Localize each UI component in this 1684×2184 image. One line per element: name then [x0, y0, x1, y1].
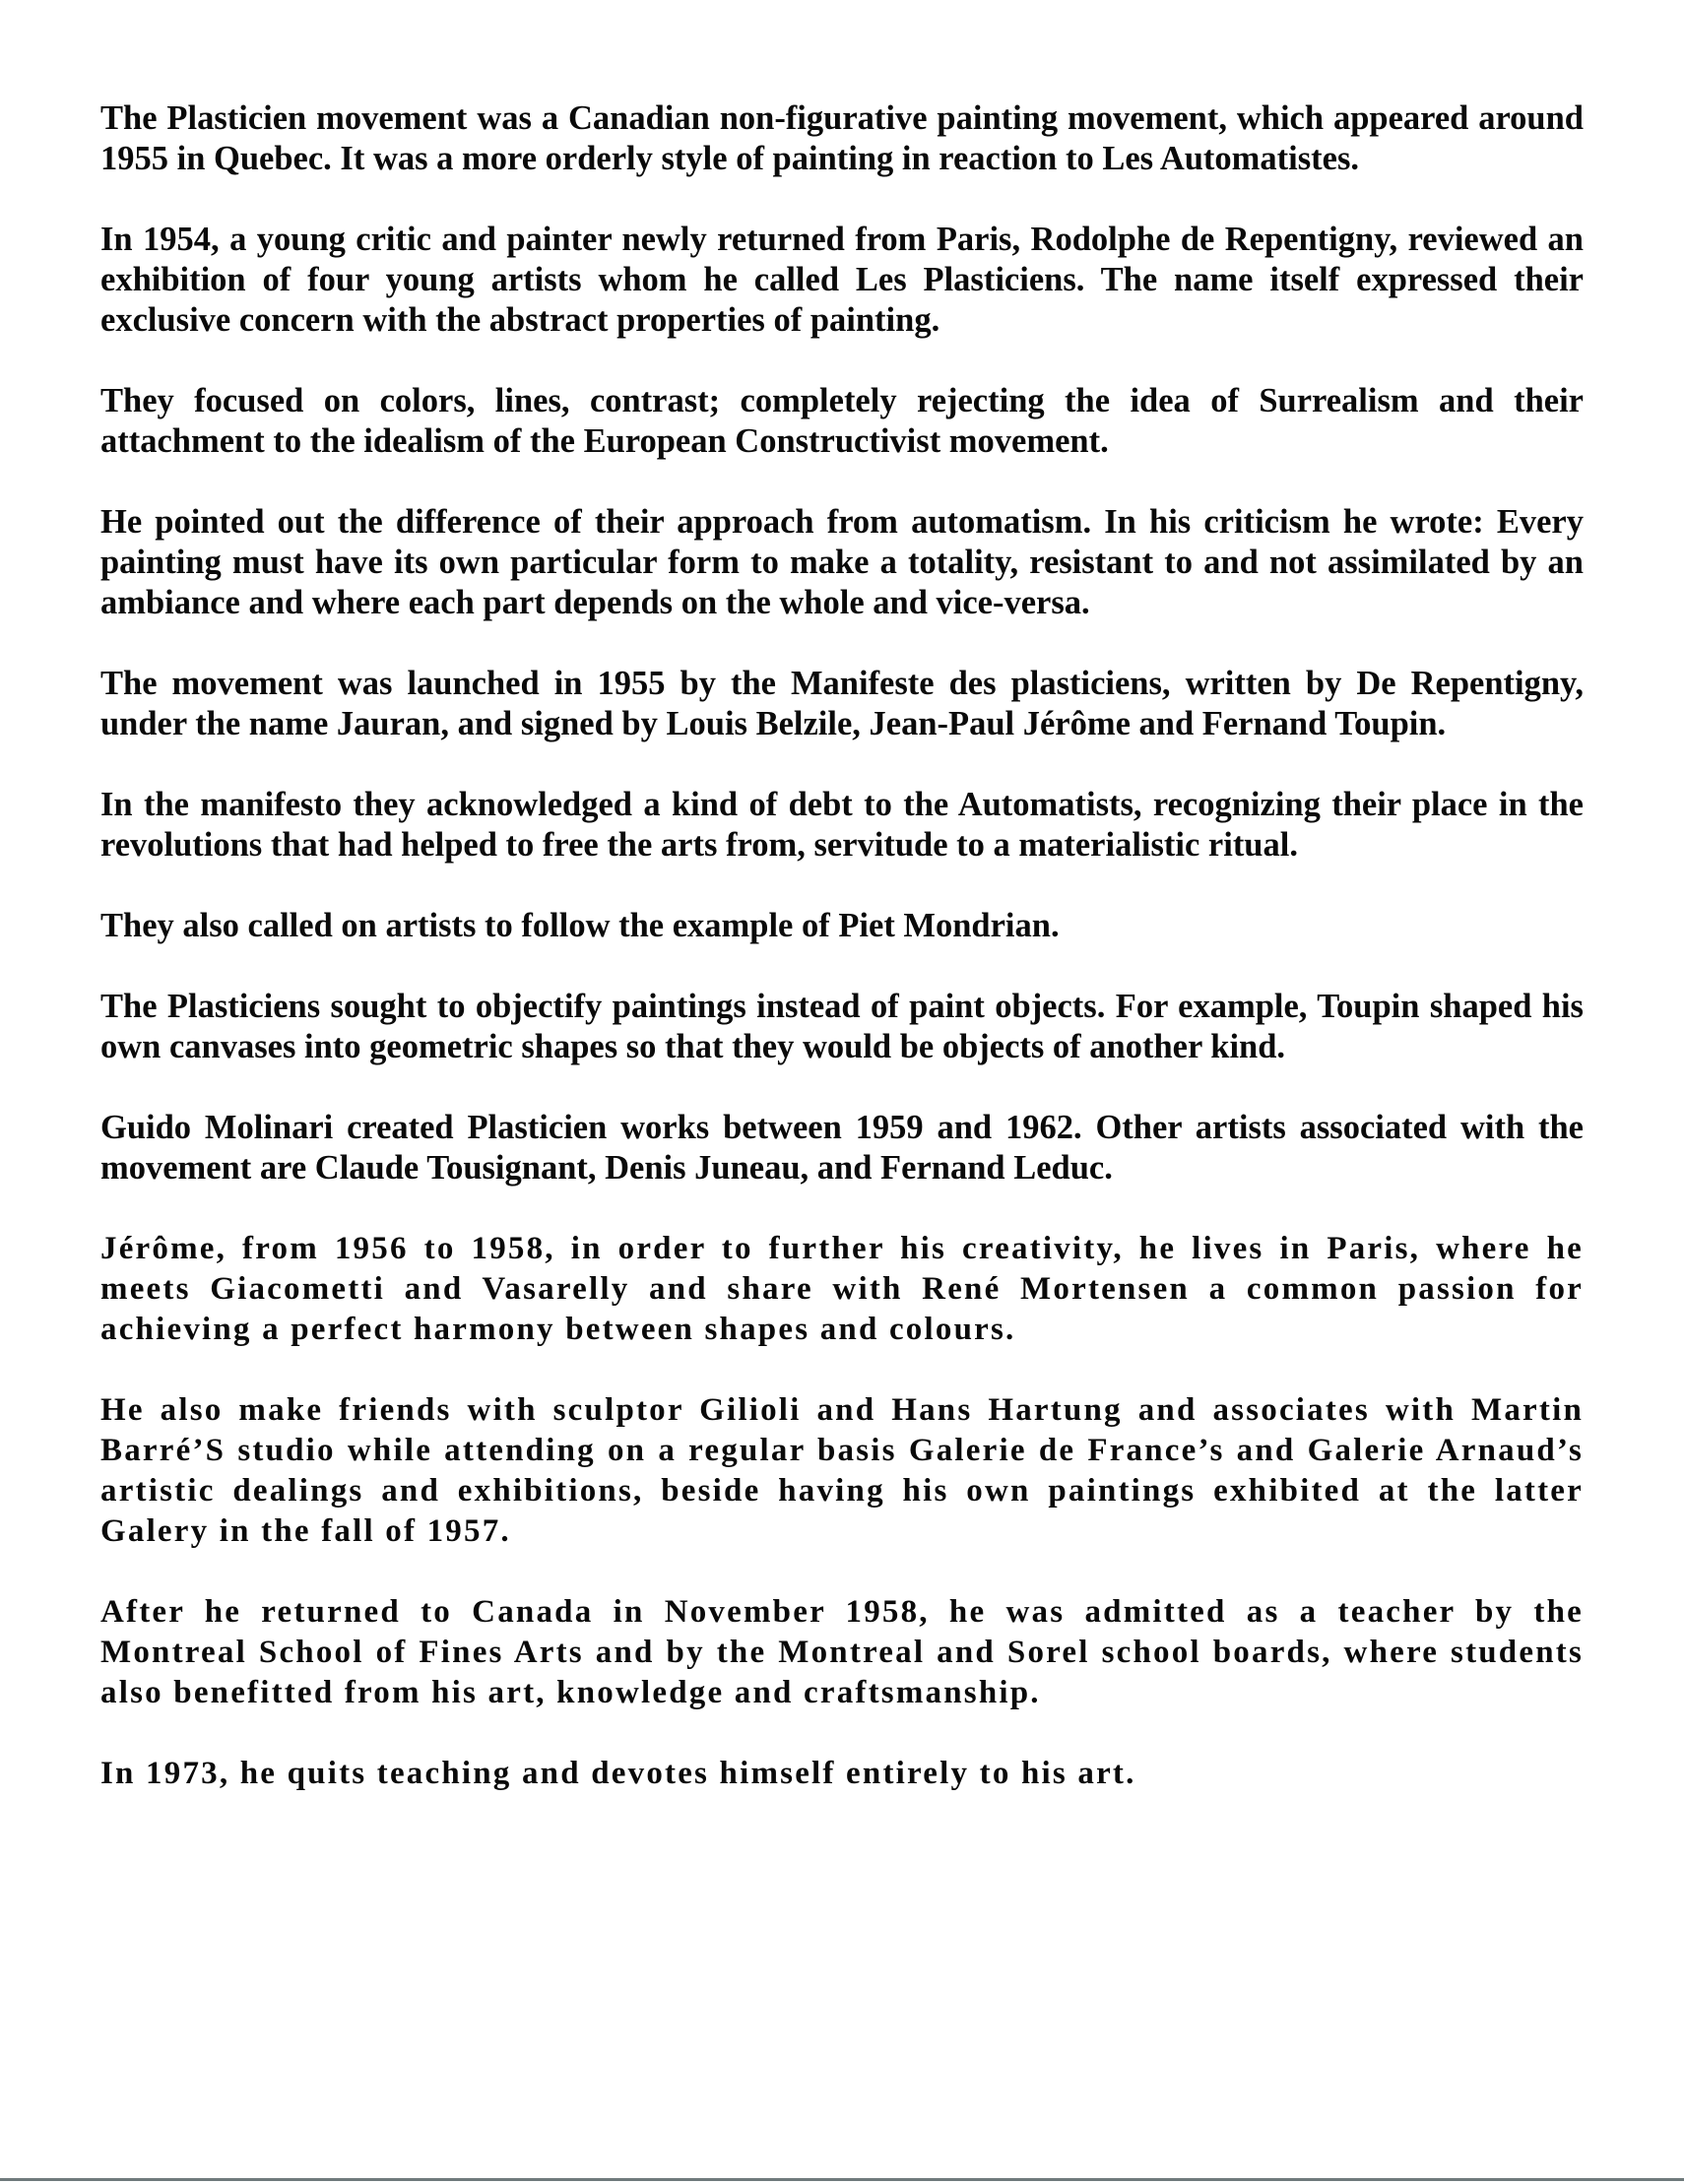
- paragraph-mondrian: They also called on artists to follow the example of Piet Mondrian.: [100, 907, 1060, 944]
- paragraph-friends-galleries: He also make friends with sculptor Gilioli and Hans Hartung and associates with Martin Barré’S studio while attending on a regular basis Galerie de France’s and Galerie Arnaud’s artistic dealings and exhibitions, beside having his own paintings exhibited at the latter Galery in the fall of 1957.: [100, 1392, 1584, 1549]
- paragraph-manifesto-debt: In the manifesto they acknowledged a kind of debt to the Automatists, recognizing their place in the revolutions that had helped to free the arts from, servitude to a materialistic ritual.: [100, 786, 1584, 864]
- paragraph-return-canada: After he returned to Canada in November 1958, he was admitted as a teacher by the Montreal School of Fines Arts and by the Montreal and Sorel school boards, where students also benefitted from his art, knowledge and craftsmanship.: [100, 1594, 1584, 1710]
- paragraph-jerome-paris: Jérôme, from 1956 to 1958, in order to further his creativity, he lives in Paris, where he meets Giacometti and Vasarelly and share with René Mortensen a common passion for achieving a perfect harmony between shapes and colours.: [100, 1231, 1584, 1347]
- paragraph-plasticien-intro: The Plasticien movement was a Canadian non-figurative painting movement, which appeared around 1955 in Quebec. It was a more orderly style of painting in reaction to Les Automatistes.: [100, 99, 1584, 177]
- paragraph-focus-colors-lines: They focused on colors, lines, contrast; completely rejecting the idea of Surrealism and their attachment to the idealism of the European Constructivist movement.: [100, 382, 1584, 460]
- paragraph-repentigny-1954: In 1954, a young critic and painter newly returned from Paris, Rodolphe de Repentigny, reviewed an exhibition of four young artists whom he called Les Plasticiens. The name itself expressed their exclusive concern with the abstract properties of painting.: [100, 221, 1584, 339]
- paragraph-objectify-paintings: The Plasticiens sought to objectify paintings instead of paint objects. For example, Toupin shaped his own canvases into geometric shapes so that they would be objects of another kind.: [100, 988, 1584, 1065]
- paragraph-1973-quits-teaching: In 1973, he quits teaching and devotes himself entirely to his art.: [100, 1756, 1136, 1791]
- paragraph-manifeste-launch: The movement was launched in 1955 by the Manifeste des plasticiens, written by De Repentigny, under the name Jauran, and signed by Louis Belzile, Jean-Paul Jérôme and Fernand Toupin.: [100, 665, 1584, 742]
- paragraph-difference-automatism: He pointed out the difference of their approach from automatism. In his criticism he wrote: Every painting must have its own particular form to make a totality, resistant to and not assimilated by an ambiance and where each part depends on the whole and vice-versa.: [100, 503, 1584, 621]
- paragraph-molinari: Guido Molinari created Plasticien works between 1959 and 1962. Other artists associated with the movement are Claude Tousignant, Denis Juneau, and Fernand Leduc.: [100, 1109, 1584, 1187]
- document-page: [100, 98, 1584, 1834]
- page-bottom-rule: [0, 2178, 1684, 2181]
